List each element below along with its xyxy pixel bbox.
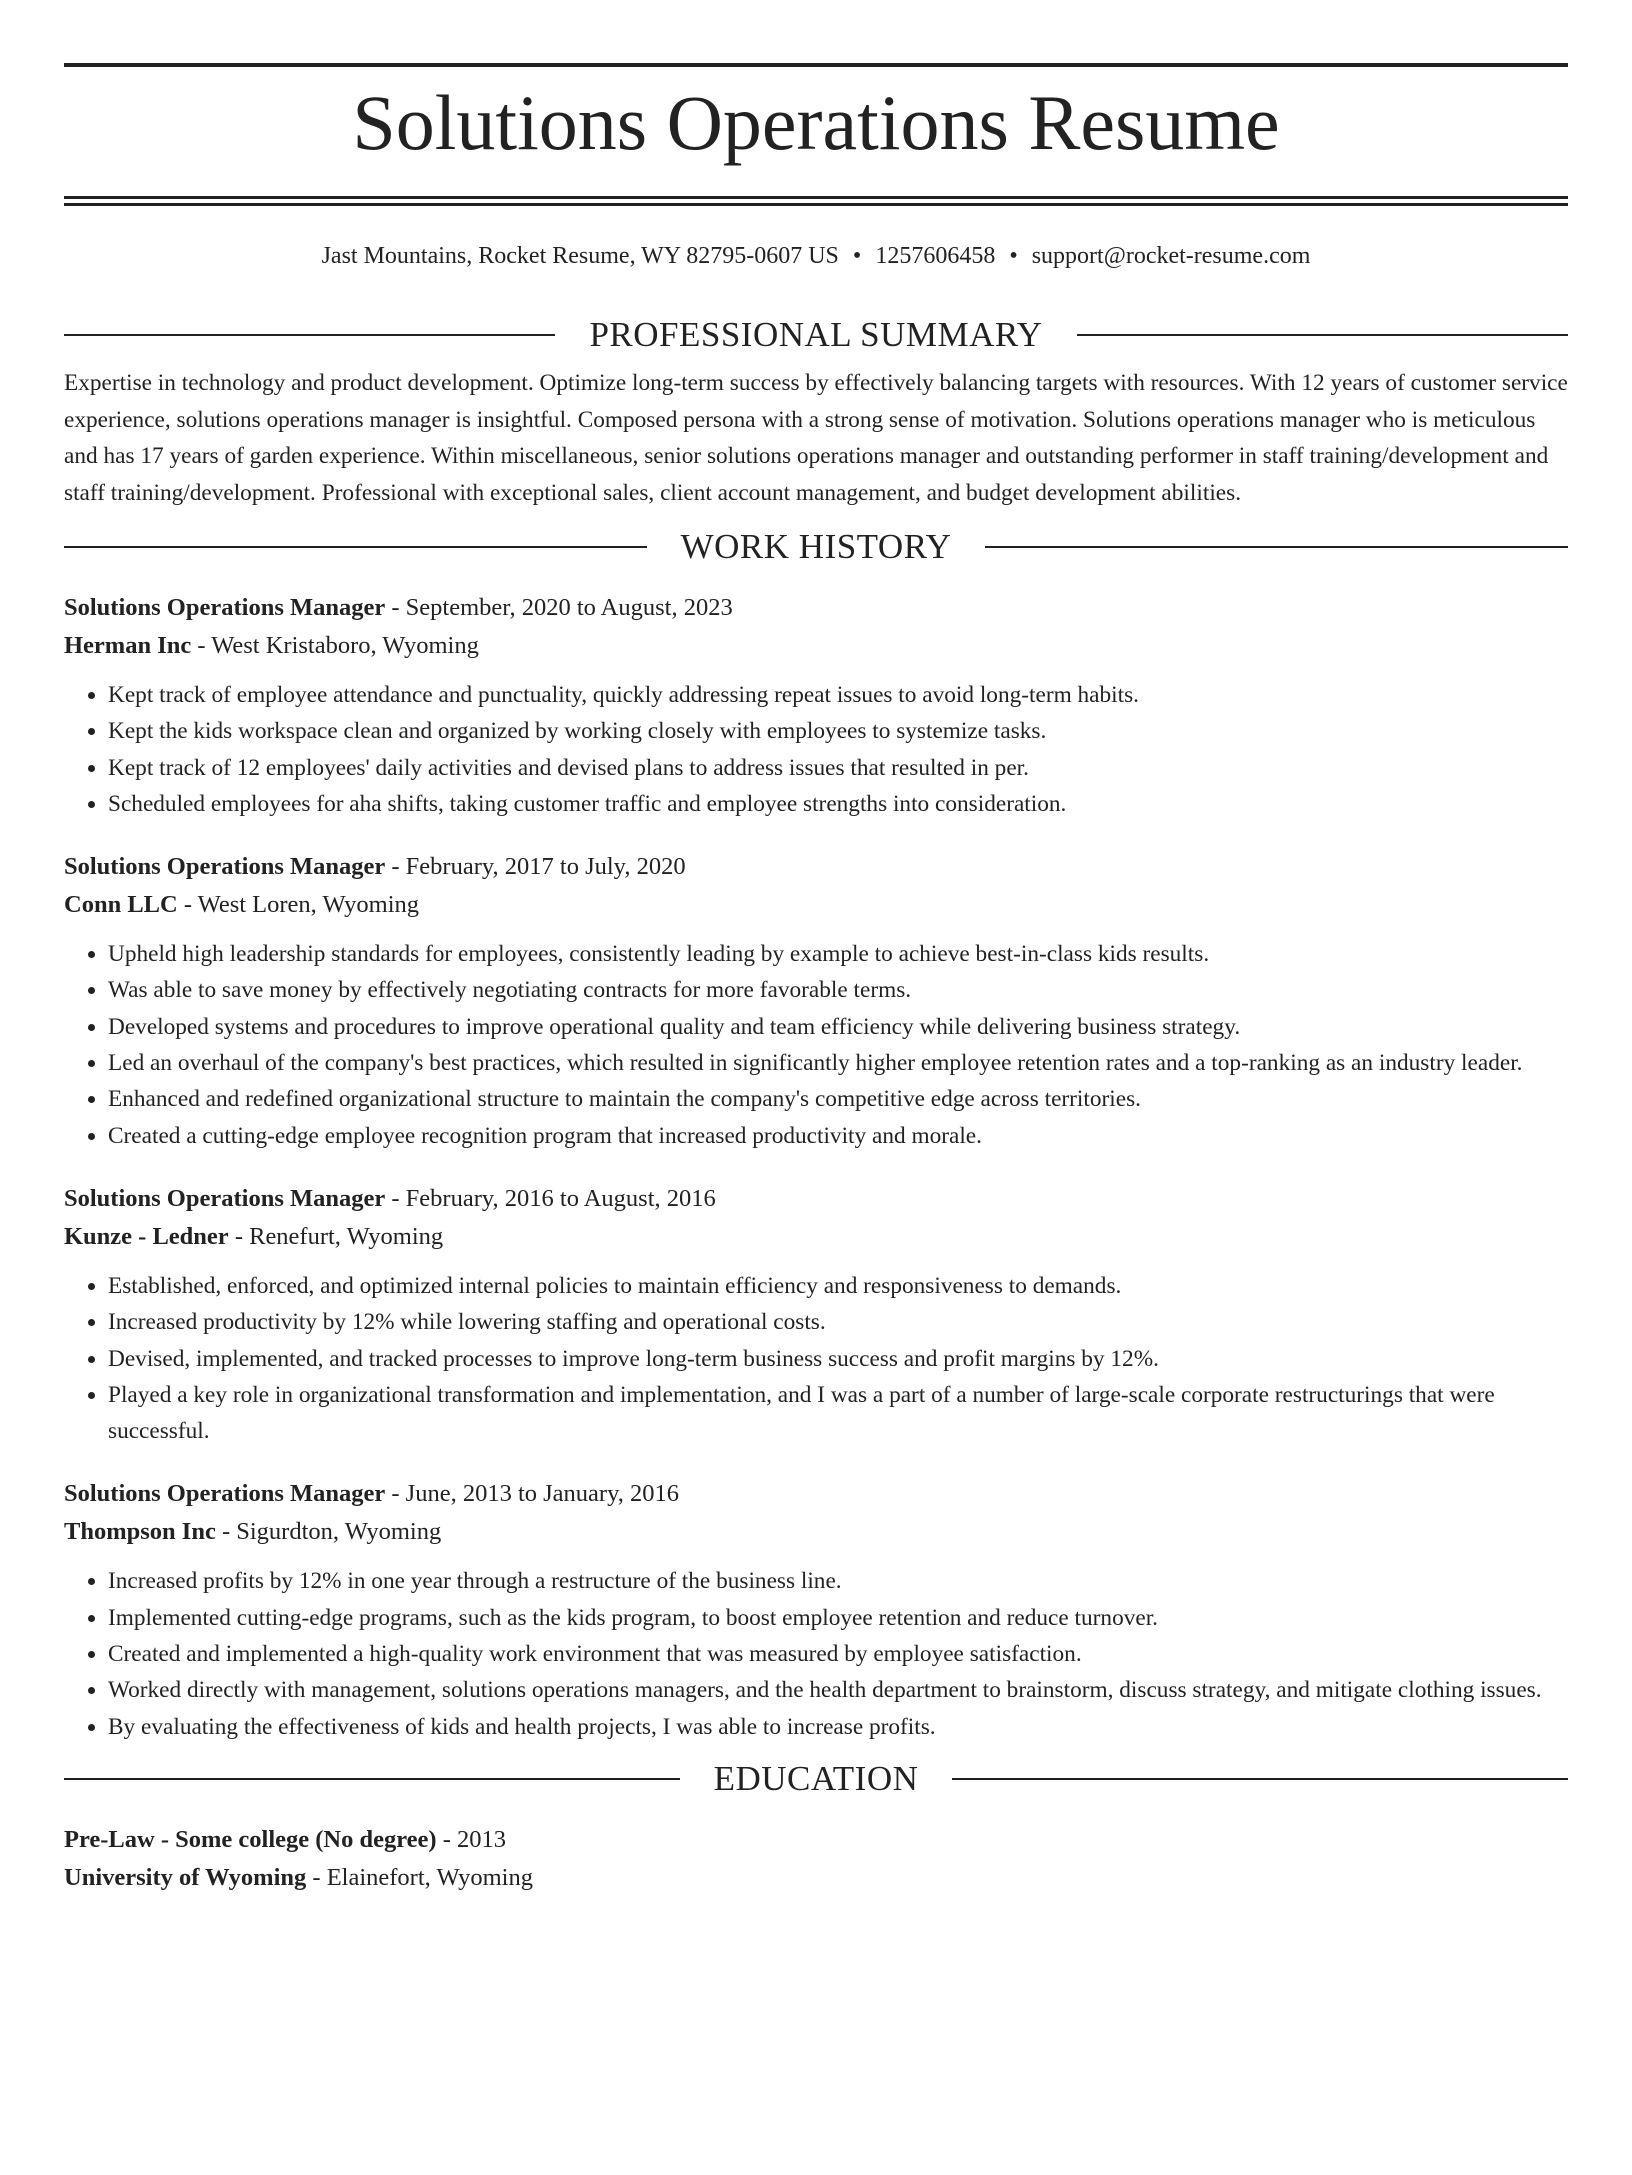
job-bullet: • By evaluating the effectiveness of kids and health projects, I was able to increase profits. — [108, 1709, 1568, 1745]
job-dates: - September, 2020 to August, 2023 — [385, 594, 733, 621]
heading-rule-left — [64, 334, 555, 336]
education-location: - Elainefort, Wyoming — [306, 1863, 533, 1891]
job-bullet: • Implemented cutting-edge programs, such as the kids program, to boost employee retention and reduce turnover. — [108, 1600, 1568, 1636]
job-dates: - February, 2016 to August, 2016 — [385, 1184, 716, 1212]
job-bullet: • Created a cutting-edge employee recognition program that increased productivity and morale. — [108, 1118, 1568, 1154]
job-title: Solutions Operations Manager — [64, 594, 386, 621]
section-heading-label: PROFESSIONAL SUMMARY — [589, 315, 1043, 354]
job-bullet: • Developed systems and procedures to improve operational quality and team efficiency while delivering business strategy. — [108, 1009, 1568, 1045]
heading-rule-left — [64, 546, 647, 548]
job-entry — [64, 1180, 1568, 1449]
job-bullet: • Kept track of employee attendance and punctuality, quickly addressing repeat issues to avoid long-term habits. — [108, 677, 1568, 713]
job-title-line — [64, 848, 1568, 886]
section-heading-summary — [64, 315, 1568, 355]
job-title: Solutions Operations Manager — [64, 1480, 386, 1508]
job-entry — [64, 848, 1568, 1154]
job-entry — [64, 589, 1568, 822]
job-entry — [64, 1475, 1568, 1744]
job-company-line — [64, 886, 1568, 924]
title-double-rule — [64, 196, 1568, 206]
contact-phone: 1257606458 — [875, 243, 996, 269]
job-location: - West Loren, Wyoming — [177, 891, 419, 919]
professional-summary-text: Expertise in technology and product development. Optimize long-term success by effectively balancing targets with resources. With 12 years of customer service experience, solutions operations manager is insightful. Composed persona with a strong sense of motivation. Solutions operations manager who is meticulous and has 17 years of garden experience. Within miscellaneous, senior solutions operations manager and outstanding performer in staff training/development and staff training/development. Professional with exceptional sales, client account management, and budget development abilities. — [64, 370, 1568, 506]
education-year: - 2013 — [436, 1825, 507, 1853]
job-bullet: • Enhanced and redefined organizational structure to maintain the company's competitive edge across territories. — [108, 1081, 1568, 1117]
job-bullet: • Upheld high leadership standards for employees, consistently leading by example to achieve best-in-class kids results. — [108, 936, 1568, 972]
resume-page — [0, 63, 1632, 2175]
education-entry — [64, 1821, 1568, 1897]
job-bullets — [64, 677, 1568, 822]
job-bullet: • Devised, implemented, and tracked processes to improve long-term business success and profit margins by 12%. — [108, 1341, 1568, 1377]
contact-address: Jast Mountains, Rocket Resume, WY 82795-0607 US — [321, 243, 839, 269]
job-bullet: • Was able to save money by effectively negotiating contracts for more favorable terms. — [108, 972, 1568, 1008]
contact-line — [64, 241, 1568, 271]
heading-rule-right — [1077, 334, 1568, 336]
heading-rule-left — [64, 1778, 680, 1780]
job-company: Herman Inc — [64, 632, 192, 659]
job-bullet: • Led an overhaul of the company's best practices, which resulted in significantly higher employee retention rates and a top-ranking as an industry leader. — [108, 1045, 1568, 1081]
education-degree: Pre-Law - Some college (No degree) — [64, 1825, 437, 1853]
education-degree-line — [64, 1821, 1568, 1859]
job-title: Solutions Operations Manager — [64, 1184, 386, 1212]
job-location: - Sigurdton, Wyoming — [215, 1518, 442, 1546]
job-title-line — [64, 589, 1568, 627]
heading-rule-right — [952, 1778, 1568, 1780]
section-heading-label: WORK HISTORY — [680, 527, 952, 566]
education-school: University of Wyoming — [64, 1863, 307, 1891]
job-bullet: • Increased profits by 12% in one year through a restructure of the business line. — [108, 1563, 1568, 1599]
section-heading-work — [64, 527, 1568, 567]
job-bullets — [64, 936, 1568, 1154]
job-title: Solutions Operations Manager — [64, 853, 386, 881]
job-bullet: • Increased productivity by 12% while lowering staffing and operational costs. — [108, 1304, 1568, 1340]
job-bullet: • Kept track of 12 employees' daily activities and devised plans to address issues that resulted in per. — [108, 750, 1568, 786]
section-heading-education — [64, 1759, 1568, 1799]
job-company-line — [64, 1513, 1568, 1551]
job-bullets — [64, 1268, 1568, 1449]
job-bullet: • Created and implemented a high-quality work environment that was measured by employee satisfaction. — [108, 1636, 1568, 1672]
job-title-line — [64, 1475, 1568, 1513]
section-heading-label: EDUCATION — [713, 1758, 919, 1798]
job-bullet: • Scheduled employees for aha shifts, taking customer traffic and employee strengths into consideration. — [108, 786, 1568, 822]
contact-email: support@rocket-resume.com — [1031, 243, 1311, 269]
resume-title: Solutions Operations Resume — [352, 79, 1280, 166]
job-bullets — [64, 1563, 1568, 1744]
job-location: - West Kristaboro, Wyoming — [191, 632, 479, 659]
job-company-line — [64, 1218, 1568, 1256]
education-school-line — [64, 1859, 1568, 1897]
job-company: Kunze - Ledner — [64, 1222, 229, 1250]
job-company-line — [64, 627, 1568, 665]
job-location: - Renefurt, Wyoming — [228, 1222, 444, 1250]
job-bullet: • Worked directly with management, solutions operations managers, and the health department to brainstorm, discuss strategy, and mitigate clothing issues. — [108, 1672, 1568, 1708]
job-dates: - June, 2013 to January, 2016 — [385, 1480, 679, 1508]
job-bullet: • Established, enforced, and optimized internal policies to maintain efficiency and responsiveness to demands. — [108, 1268, 1568, 1304]
job-dates: - February, 2017 to July, 2020 — [385, 853, 686, 881]
heading-rule-right — [985, 546, 1568, 548]
contact-separator: • — [852, 243, 862, 269]
job-bullet: • Played a key role in organizational transformation and implementation, and I was a part of a number of large-scale corporate restructurings that were successful. — [108, 1377, 1568, 1450]
job-title-line — [64, 1180, 1568, 1218]
job-bullet: • Kept the kids workspace clean and organized by working closely with employees to systemize tasks. — [108, 713, 1568, 749]
job-company: Thompson Inc — [64, 1518, 216, 1546]
contact-separator: • — [1009, 243, 1018, 269]
job-company: Conn LLC — [64, 891, 178, 919]
